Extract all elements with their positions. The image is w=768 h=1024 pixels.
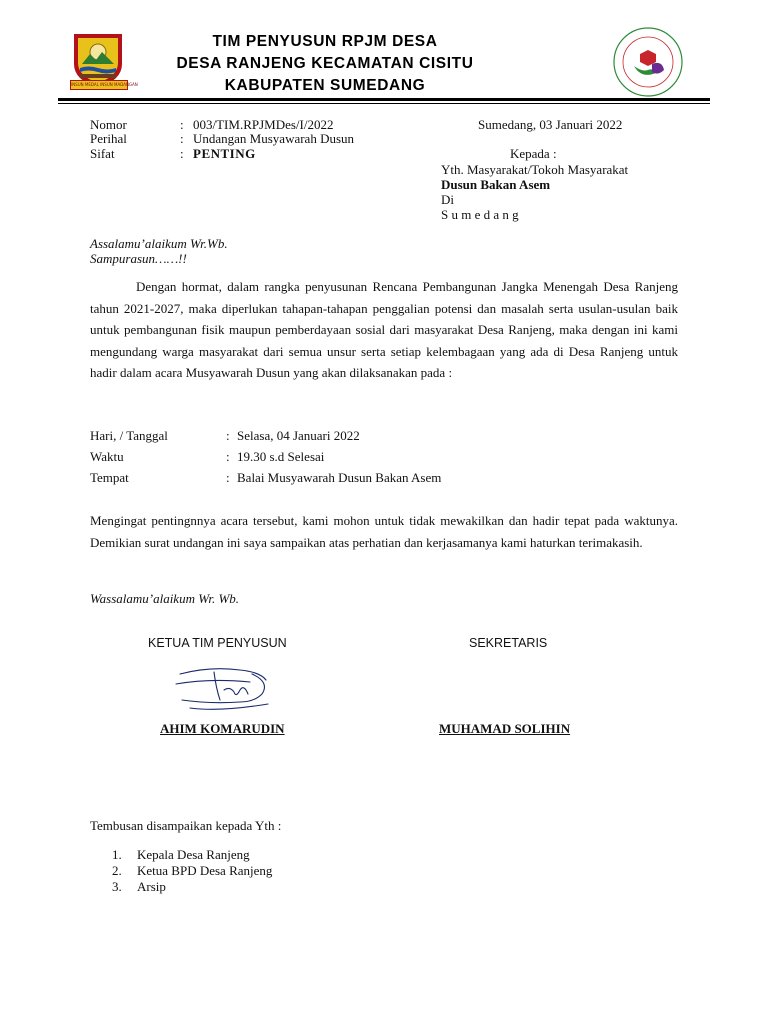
header-rule-thin: [58, 103, 710, 104]
schedule-label: Hari, / Tanggal: [90, 428, 168, 443]
sifat-value: PENTING: [193, 146, 256, 161]
header-line-2: DESA RANJENG KECAMATAN CISITU: [176, 55, 474, 72]
nomor-colon: :: [180, 117, 184, 132]
recipient-dusun: Dusun Bakan Asem: [441, 177, 551, 192]
recipient-city: S u m e d a n g: [441, 207, 519, 222]
perihal-label: Perihal: [90, 131, 127, 146]
list-item-number: 1.: [112, 847, 122, 862]
signature-right-title: SEKRETARIS: [469, 636, 548, 650]
header-line-1: TIM PENYUSUN RPJM DESA: [212, 33, 438, 50]
schedule-colon: :: [226, 470, 230, 485]
recipient-yth: Yth. Masyarakat/Tokoh Masyarakat: [441, 162, 629, 177]
greeting-sampurasun: Sampurasun……!!: [90, 251, 187, 266]
nomor-value: 003/TIM.RPJMDes/I/2022: [193, 117, 334, 132]
list-item: [90, 863, 390, 879]
body-paragraph-1: Dengan hormat, dalam rangka penyusunan Rencana Pembangunan Jangka Menengah Desa Ranjeng tahun 2021-2027, maka diperlukan tahapan-tahapan penggalian potensi dan masalah serta usulan-usulan baik untuk pembangunan fisik maupun pemberdayaan sosial dari masyarakat Desa Ranjeng, maka dengan ini kami mengundang warga masyarakat dari semua unsur serta setiap kelembagaan yang ada di Desa Ranjeng untuk hadir dalam acara Musyawarah Dusun yang akan dilaksanakan pada :: [90, 279, 678, 380]
handwritten-signature: [170, 660, 290, 720]
schedule-row: [90, 470, 650, 491]
signature-left-title: KETUA TIM PENYUSUN: [148, 636, 287, 650]
recipient-kepada: Kepada :: [510, 146, 557, 161]
list-item-number: 3.: [112, 879, 122, 894]
header-rule-thick: [58, 98, 710, 101]
list-item: [90, 879, 390, 895]
right-logo: [612, 26, 684, 98]
schedule-value: Selasa, 04 Januari 2022: [237, 428, 360, 443]
list-item-text: Ketua BPD Desa Ranjeng: [137, 863, 273, 878]
schedule-label: Waktu: [90, 449, 124, 464]
perihal-colon: :: [180, 131, 184, 146]
recipient-di: Di: [441, 192, 454, 207]
nomor-label: Nomor: [90, 117, 127, 132]
schedule-row: [90, 449, 650, 470]
cc-title: Tembusan disampaikan kepada Yth :: [90, 818, 282, 833]
sifat-colon: :: [180, 146, 184, 161]
signature-right-name: MUHAMAD SOLIHIN: [439, 721, 571, 736]
schedule-value: Balai Musyawarah Dusun Bakan Asem: [237, 470, 442, 485]
perihal-value: Undangan Musyawarah Dusun: [193, 131, 355, 146]
schedule-value: 19.30 s.d Selesai: [237, 449, 325, 464]
sifat-label: Sifat: [90, 146, 115, 161]
list-item-text: Kepala Desa Ranjeng: [137, 847, 250, 862]
left-logo-motto: INSUN MEDAL INSUN MADANGAN: [70, 80, 128, 90]
cc-list: [90, 847, 390, 895]
schedule-label: Tempat: [90, 470, 129, 485]
body-paragraph-2: Mengingat pentingnnya acara tersebut, kami mohon untuk tidak mewakilkan dan hadir tepat pada waktunya. Demikian surat undangan ini saya sampaikan atas perhatian dan kerjasamanya kami haturkan terimakasih.: [90, 513, 678, 550]
greeting-salam: Assalamu’alaikum Wr.Wb.: [90, 236, 228, 251]
signature-left-name: AHIM KOMARUDIN: [160, 721, 285, 736]
list-item: [90, 847, 390, 863]
schedule-row: [90, 428, 650, 449]
letter-date: Sumedang, 03 Januari 2022: [478, 117, 623, 132]
header-line-3: KABUPATEN SUMEDANG: [224, 77, 426, 94]
schedule-colon: :: [226, 449, 230, 464]
list-item-text: Arsip: [137, 879, 166, 894]
schedule-colon: :: [226, 428, 230, 443]
schedule-table: [90, 428, 650, 491]
list-item-number: 2.: [112, 863, 122, 878]
closing-salam: Wassalamu’alaikum Wr. Wb.: [90, 591, 240, 606]
